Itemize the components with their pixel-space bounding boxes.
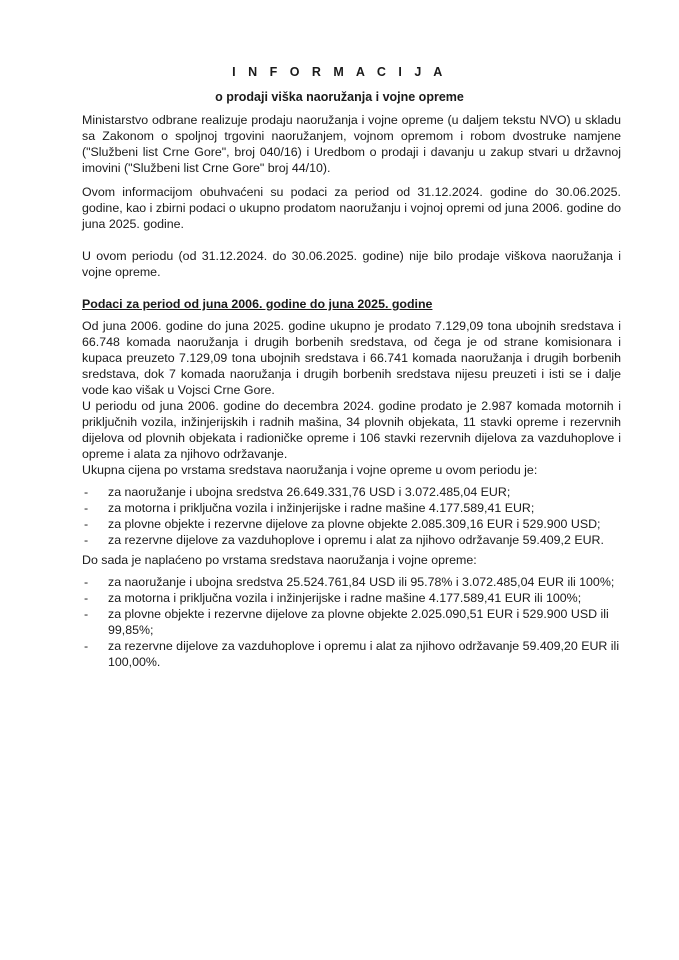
- paid-list: [82, 574, 621, 670]
- document-title: I N F O R M A C I J A: [232, 65, 447, 79]
- list-item-text: za motorna i priključna vozila i inžinjerijske i radne mašine 4.177.589,41 EUR;: [108, 501, 535, 515]
- scope-paragraph: Ovom informacijom obuhvaćeni su podaci za period od 31.12.2024. godine do 30.06.2025. godine, kao i zbirni podaci o ukupno prodatom naoružanju i vojnoj opremi od juna 2006. godine do juna 2025. godine.: [82, 185, 621, 231]
- list-item-text: za motorna i priključna vozila i inžinjerijske i radne mašine 4.177.589,41 EUR ili 100%;: [108, 591, 582, 605]
- list-item-text: za naoružanje i ubojna sredstva 26.649.331,76 USD i 3.072.485,04 EUR;: [108, 485, 511, 499]
- list-item: [82, 484, 621, 500]
- list-item-text: za plovne objekte i rezervne dijelove za plovne objekte 2.025.090,51 EUR i 529.900 USD ili 99,85%;: [108, 607, 609, 637]
- list-item: [82, 638, 621, 670]
- bullet-dash: -: [84, 533, 89, 547]
- list-item-text: za naoružanje i ubojna sredstva 25.524.761,84 USD ili 95.78% i 3.072.485,04 EUR ili 100%;: [108, 575, 615, 589]
- bullet-dash: -: [84, 591, 89, 605]
- bullet-dash: -: [84, 575, 89, 589]
- paid-intro: Do sada je naplaćeno po vrstama sredstava naoružanja i vojne opreme:: [82, 553, 477, 567]
- bullet-dash: -: [84, 607, 89, 621]
- bullet-dash: -: [84, 485, 89, 499]
- bullet-dash: -: [84, 501, 89, 515]
- ammo-sales-paragraph: Od juna 2006. godine do juna 2025. godine ukupno je prodato 7.129,09 tona ubojnih sredstava i 66.748 komada naoružanja i drugih borbenih sredstava, od čega je od strane komisionara i kupaca preuzeto 7.129,09 tona ubojnih sredstava i 66.741 komada naoružanja i drugih borbenih sredstava, dok 7 komada naoružanja i drugih borbenih sredstava nijesu preuzeti i isti se i dalje vode kao višak u Vojsci Crne Gore.: [82, 319, 621, 397]
- document-subtitle: o prodaji viška naoružanja i vojne opreme: [215, 90, 464, 104]
- list-item: [82, 590, 621, 606]
- list-item: [82, 516, 621, 532]
- list-item: [82, 500, 621, 516]
- list-item-text: za plovne objekte i rezervne dijelove za plovne objekte 2.085.309,16 EUR i 529.900 USD;: [108, 517, 601, 531]
- vehicle-sales-paragraph: U periodu od juna 2006. godine do decembra 2024. godine prodato je 2.987 komada motornih i priključnih vozila, inžinjerijskih i radnih mašina, 34 plovnih objekata, 11 stavki opreme i rezervnih dijelova od plovnih objekata i radioničke opreme i 106 stavki rezervnih dijelova za vazduhoplove i opreme i alata za njihovo održavanje.: [82, 399, 621, 461]
- list-item-text: za rezervne dijelove za vazduhoplove i opremu i alat za njihovo održavanje 59.409,20 EUR ili 100,00%.: [108, 639, 620, 669]
- price-intro: Ukupna cijena po vrstama sredstava naoružanja i vojne opreme u ovom periodu je:: [82, 463, 538, 477]
- list-item: [82, 606, 621, 638]
- no-sales-paragraph: U ovom periodu (od 31.12.2024. do 30.06.2025. godine) nije bilo prodaje viškova naoružanja i vojne opreme.: [82, 249, 621, 279]
- bullet-dash: -: [84, 639, 89, 653]
- section-heading: Podaci za period od juna 2006. godine do juna 2025. godine: [82, 297, 433, 311]
- intro-paragraph: Ministarstvo odbrane realizuje prodaju naoružanja i vojne opreme (u daljem tekstu NVO) u skladu sa Zakonom o spoljnoj trgovini naoružanjem, vojnom opremom i robom dvostruke namjene ("Službeni list Crne Gore", broj 040/16) i Uredbom o prodaji i davanju u zakup stvari u državnoj imovini ("Službeni list Crne Gore" broj 44/10).: [82, 113, 621, 175]
- list-item-text: za rezervne dijelove za vazduhoplove i opremu i alat za njihovo održavanje 59.409,2 EUR.: [108, 533, 604, 547]
- price-list: [82, 484, 621, 548]
- bullet-dash: -: [84, 517, 89, 531]
- list-item: [82, 574, 621, 590]
- list-item: [82, 532, 621, 548]
